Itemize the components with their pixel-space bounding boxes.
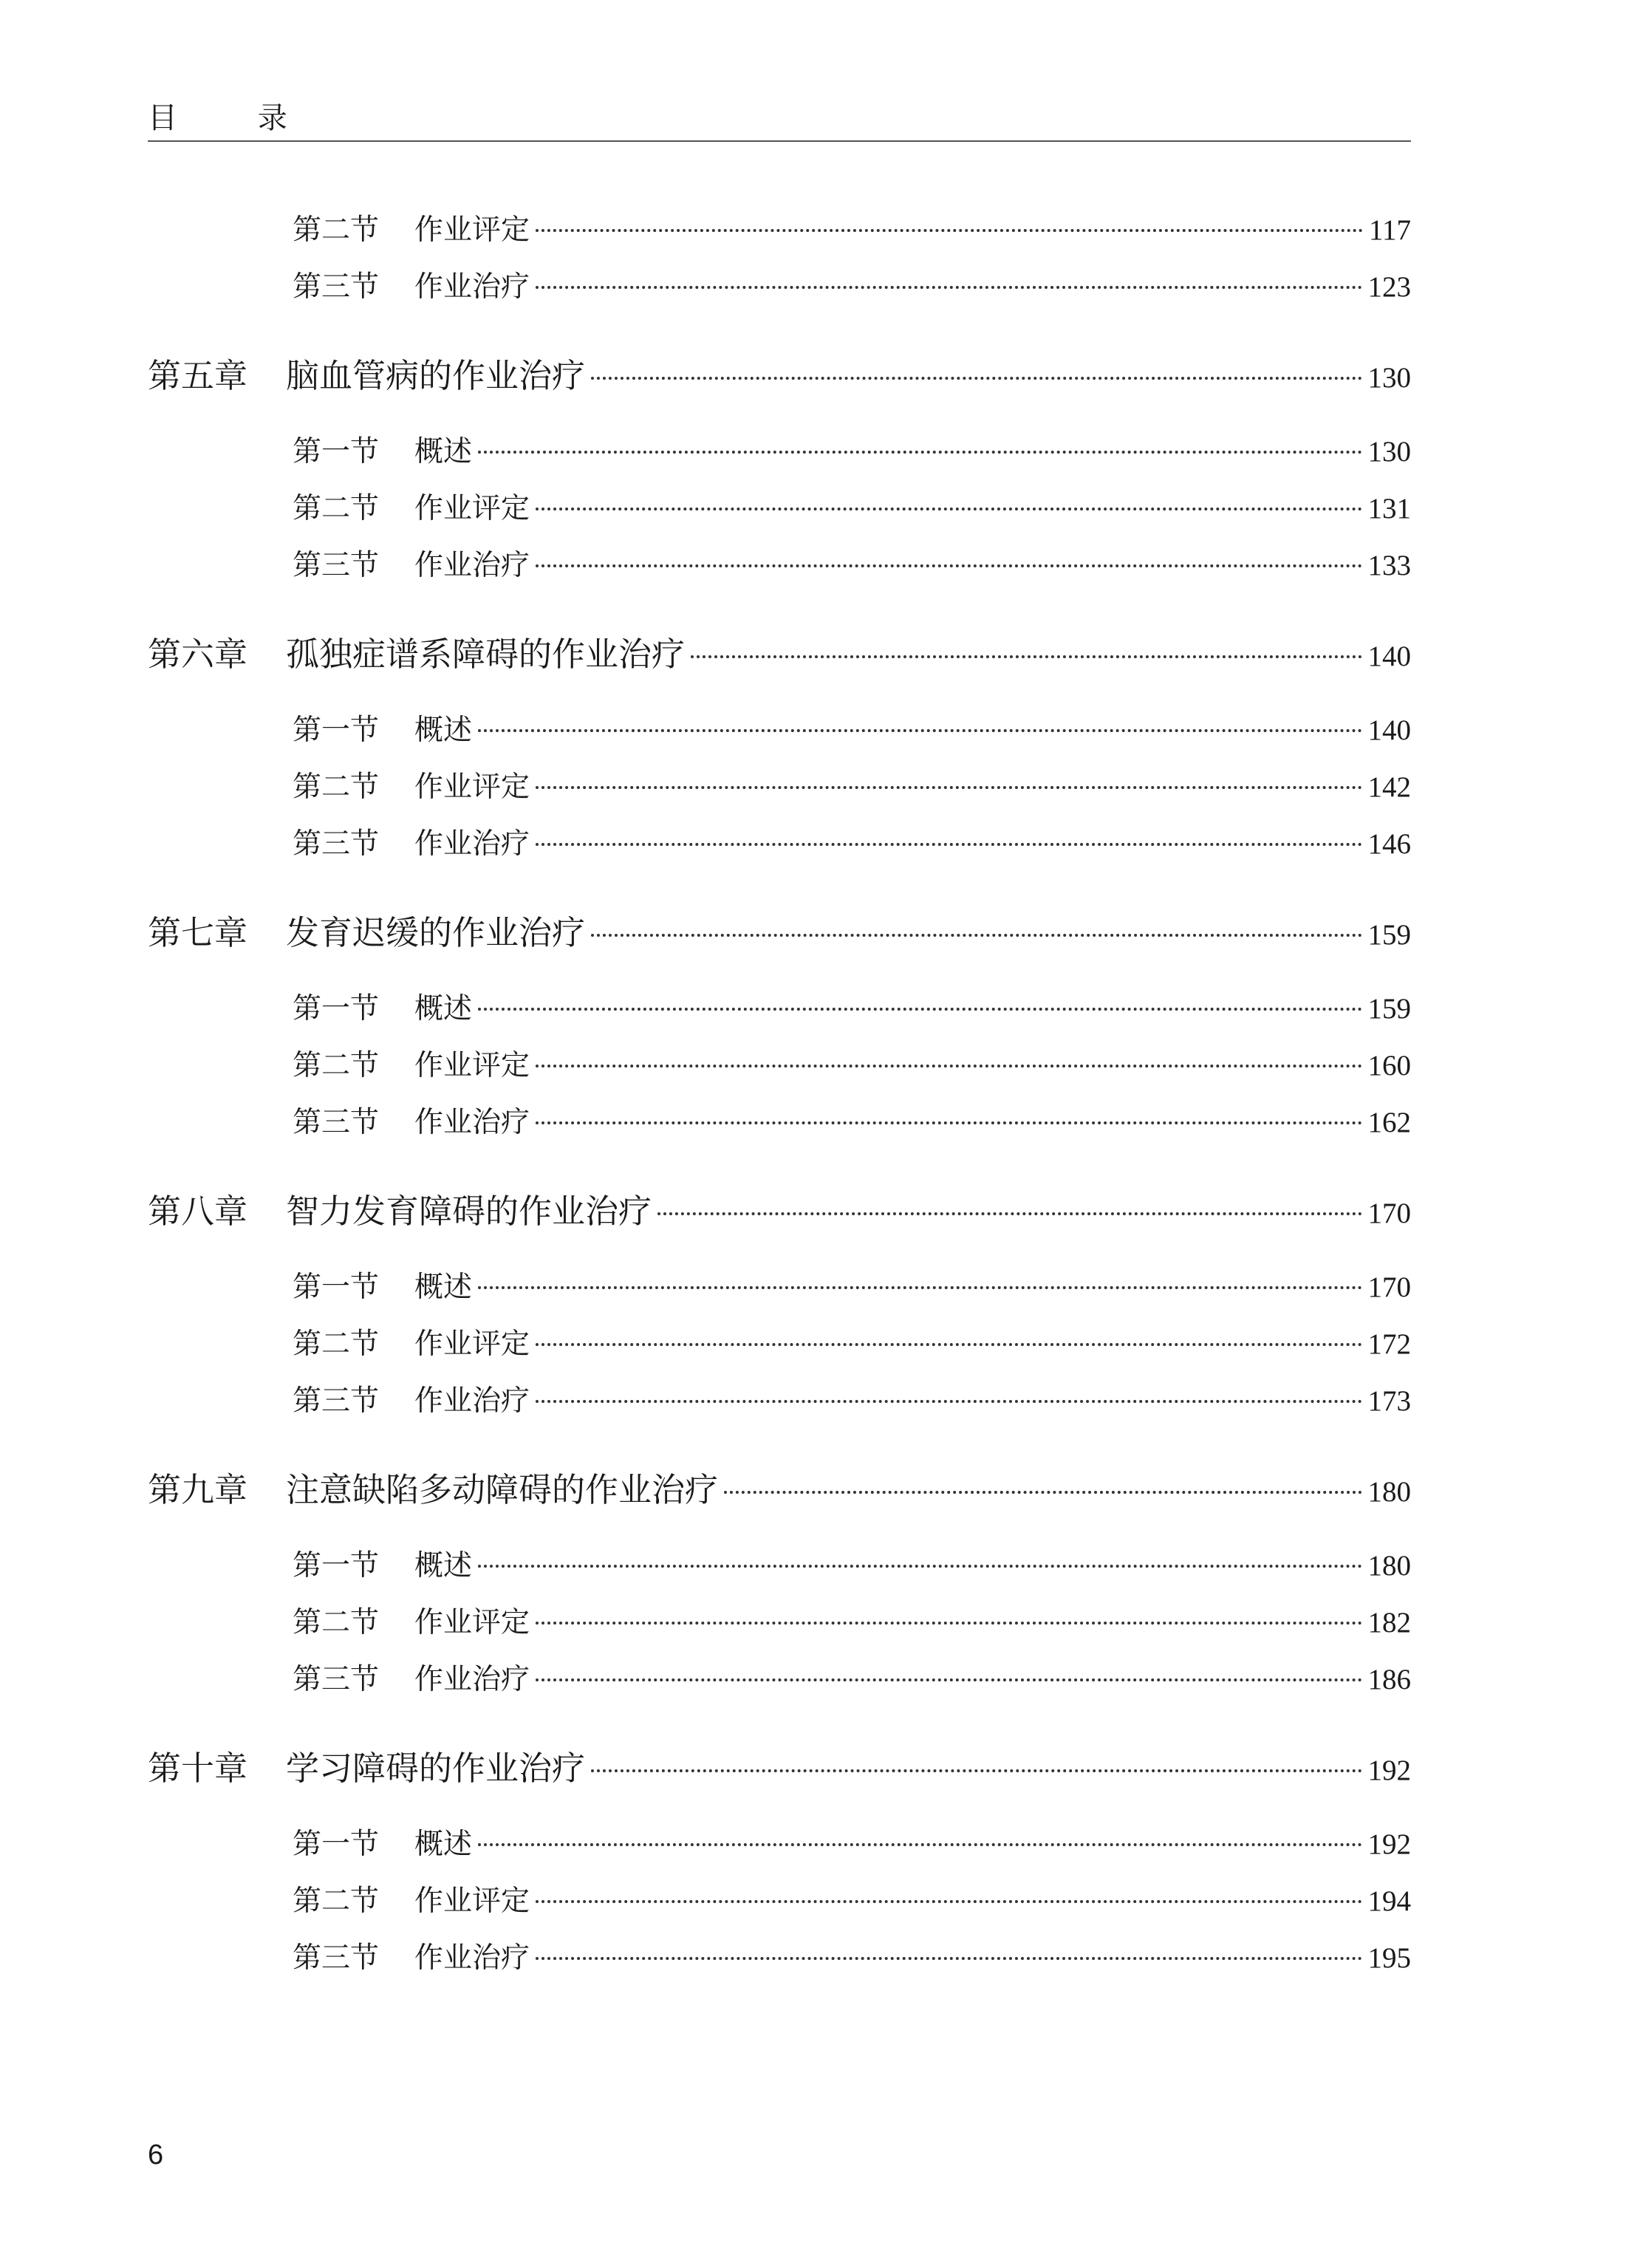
- entry-number: 第三节: [293, 1941, 380, 1975]
- entry-page-number: 172: [1367, 1328, 1411, 1360]
- entry-page-number: 170: [1367, 1198, 1411, 1229]
- entry-title: 作业评定: [414, 771, 530, 804]
- entry-page-number: 180: [1367, 1550, 1411, 1582]
- toc-section-entry: [148, 1378, 1411, 1435]
- entry-number: 第一节: [293, 992, 380, 1025]
- toc-section-entry: [148, 707, 1411, 764]
- entry-page-number: 133: [1367, 550, 1411, 581]
- dot-leader: [536, 286, 1361, 289]
- entry-page-number: 186: [1367, 1664, 1411, 1695]
- entry-page-number: 173: [1367, 1385, 1411, 1417]
- entry-title: 作业评定: [414, 214, 530, 247]
- toc-section-entry: [148, 1821, 1411, 1878]
- entry-number: 第六章: [148, 635, 248, 674]
- toc-section-entry: [148, 542, 1411, 599]
- toc-chapter-entry: [148, 1741, 1411, 1799]
- entry-title: 作业治疗: [414, 1941, 530, 1975]
- toc-section-entry: [148, 1878, 1411, 1935]
- entry-page-number: 140: [1367, 714, 1411, 746]
- entry-page-number: 192: [1367, 1755, 1411, 1786]
- header-title: 目 录: [148, 101, 323, 135]
- dot-leader: [478, 1565, 1361, 1568]
- entry-page-number: 130: [1367, 436, 1411, 468]
- dot-leader: [536, 1121, 1361, 1124]
- entry-page-number: 130: [1367, 362, 1411, 394]
- entry-number: 第三节: [293, 549, 380, 582]
- entry-page-number: 195: [1367, 1942, 1411, 1974]
- entry-title: 作业评定: [414, 1885, 530, 1918]
- entry-number: 第一节: [293, 1271, 380, 1304]
- table-of-contents: [148, 207, 1411, 1992]
- dot-leader: [478, 1286, 1361, 1289]
- entry-number: 第一节: [293, 714, 380, 747]
- entry-number: 第二节: [293, 492, 380, 525]
- entry-page-number: 146: [1367, 828, 1411, 860]
- toc-section-entry: [148, 1935, 1411, 1992]
- entry-title: 作业治疗: [414, 1106, 530, 1139]
- entry-page-number: 194: [1367, 1885, 1411, 1917]
- entry-title: 孤独症谱系障碍的作业治疗: [286, 635, 686, 674]
- entry-page-number: 131: [1367, 493, 1411, 525]
- entry-number: 第二节: [293, 1885, 380, 1918]
- toc-section-entry: [148, 428, 1411, 485]
- entry-title: 学习障碍的作业治疗: [286, 1749, 586, 1788]
- dot-leader: [724, 1491, 1361, 1494]
- dot-leader: [478, 451, 1361, 454]
- entry-title: 脑血管病的作业治疗: [286, 356, 586, 395]
- toc-section-entry: [148, 1264, 1411, 1321]
- entry-title: 概述: [414, 1828, 473, 1861]
- dot-leader: [536, 564, 1361, 567]
- toc-section-entry: [148, 821, 1411, 878]
- entry-title: 作业评定: [414, 1049, 530, 1082]
- entry-title: 概述: [414, 714, 473, 747]
- entry-page-number: 123: [1367, 271, 1411, 303]
- entry-title: 作业评定: [414, 1328, 530, 1361]
- entry-page-number: 180: [1367, 1476, 1411, 1508]
- entry-title: 作业评定: [414, 492, 530, 525]
- entry-number: 第一节: [293, 435, 380, 468]
- dot-leader: [591, 377, 1361, 380]
- entry-title: 概述: [414, 1271, 473, 1304]
- entry-number: 第五章: [148, 356, 248, 395]
- entry-number: 第十章: [148, 1749, 248, 1788]
- dot-leader: [478, 1843, 1361, 1846]
- dot-leader: [591, 934, 1361, 937]
- entry-number: 第二节: [293, 1606, 380, 1639]
- entry-number: 第九章: [148, 1470, 248, 1509]
- entry-page-number: 159: [1367, 993, 1411, 1025]
- toc-section-entry: [148, 1099, 1411, 1156]
- entry-title: 概述: [414, 992, 473, 1025]
- dot-leader: [536, 1400, 1361, 1403]
- dot-leader: [536, 786, 1361, 789]
- dot-leader: [591, 1769, 1361, 1772]
- entry-title: 注意缺陷多动障碍的作业治疗: [286, 1470, 719, 1509]
- entry-number: 第三节: [293, 270, 380, 304]
- entry-page-number: 142: [1367, 771, 1411, 803]
- entry-title: 作业治疗: [414, 1384, 530, 1418]
- entry-title: 作业评定: [414, 1606, 530, 1639]
- entry-number: 第三节: [293, 1106, 380, 1139]
- toc-chapter-entry: [148, 1184, 1411, 1242]
- toc-section-entry: [148, 1599, 1411, 1656]
- toc-section-entry: [148, 1543, 1411, 1599]
- dot-leader: [536, 1957, 1361, 1960]
- toc-chapter-entry: [148, 349, 1411, 406]
- entry-number: 第三节: [293, 1663, 380, 1696]
- toc-section-entry: [148, 1656, 1411, 1713]
- dot-leader: [691, 655, 1361, 658]
- entry-page-number: 160: [1367, 1050, 1411, 1082]
- entry-title: 发育迟缓的作业治疗: [286, 913, 586, 952]
- toc-chapter-entry: [148, 906, 1411, 963]
- entry-number: 第二节: [293, 771, 380, 804]
- entry-title: 概述: [414, 1549, 473, 1582]
- toc-section-entry: [148, 264, 1411, 321]
- entry-number: 第八章: [148, 1192, 248, 1231]
- dot-leader: [536, 843, 1361, 846]
- toc-chapter-entry: [148, 1463, 1411, 1520]
- dot-leader: [536, 229, 1363, 232]
- toc-section-entry: [148, 207, 1411, 264]
- entry-number: 第二节: [293, 1328, 380, 1361]
- page-number: 6: [148, 2139, 164, 2170]
- entry-title: 智力发育障碍的作业治疗: [286, 1192, 652, 1231]
- entry-title: 作业治疗: [414, 1663, 530, 1696]
- entry-number: 第三节: [293, 1384, 380, 1418]
- dot-leader: [536, 1343, 1361, 1346]
- entry-number: 第二节: [293, 214, 380, 247]
- entry-page-number: 117: [1368, 214, 1411, 246]
- toc-section-entry: [148, 1042, 1411, 1099]
- entry-page-number: 182: [1367, 1607, 1411, 1639]
- entry-title: 作业治疗: [414, 827, 530, 861]
- entry-title: 作业治疗: [414, 549, 530, 582]
- dot-leader: [536, 508, 1361, 510]
- entry-page-number: 140: [1367, 641, 1411, 672]
- entry-number: 第二节: [293, 1049, 380, 1082]
- entry-page-number: 192: [1367, 1828, 1411, 1860]
- toc-section-entry: [148, 764, 1411, 821]
- dot-leader: [478, 1008, 1361, 1011]
- entry-number: 第一节: [293, 1828, 380, 1861]
- dot-leader: [478, 729, 1361, 732]
- dot-leader: [657, 1212, 1361, 1215]
- dot-leader: [536, 1900, 1361, 1903]
- entry-title: 概述: [414, 435, 473, 468]
- toc-section-entry: [148, 986, 1411, 1042]
- entry-number: 第一节: [293, 1549, 380, 1582]
- entry-page-number: 159: [1367, 919, 1411, 951]
- dot-leader: [536, 1622, 1361, 1625]
- toc-section-entry: [148, 1321, 1411, 1378]
- entry-number: 第七章: [148, 913, 248, 952]
- dot-leader: [536, 1678, 1361, 1681]
- entry-page-number: 162: [1367, 1107, 1411, 1138]
- toc-chapter-entry: [148, 627, 1411, 685]
- entry-number: 第三节: [293, 827, 380, 861]
- running-header: [148, 92, 1411, 142]
- entry-page-number: 170: [1367, 1271, 1411, 1303]
- toc-section-entry: [148, 485, 1411, 542]
- entry-title: 作业治疗: [414, 270, 530, 304]
- dot-leader: [536, 1065, 1361, 1068]
